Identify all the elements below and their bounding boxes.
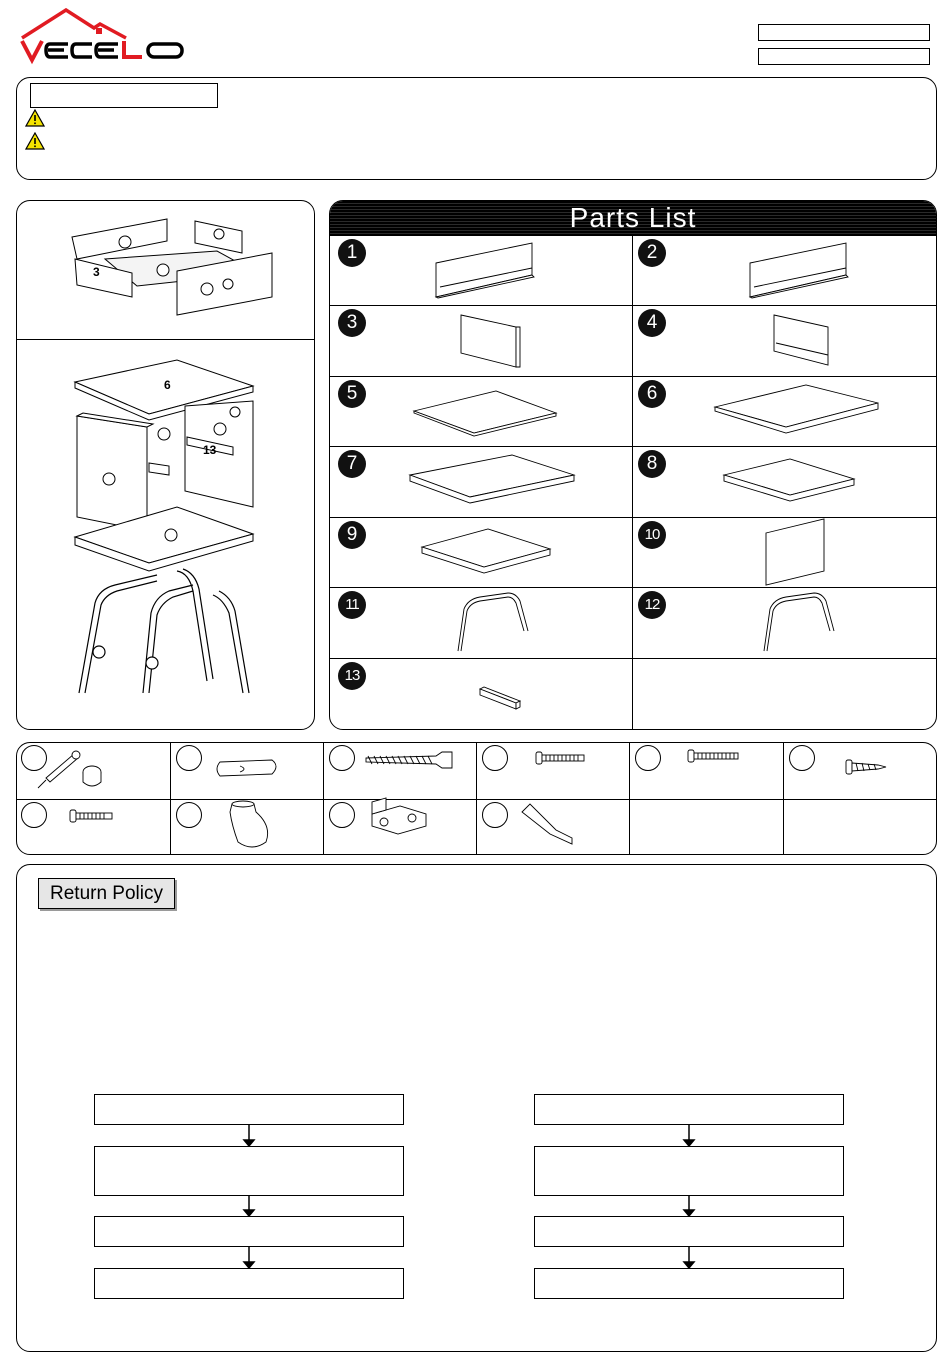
part-number-badge: 2	[638, 239, 666, 267]
metal-leg-frame-icon	[764, 593, 834, 651]
top-panel-icon	[715, 385, 878, 433]
thin-board-icon	[414, 391, 556, 436]
wood-dowel-icon	[217, 760, 276, 776]
part-number-badge: 6	[638, 380, 666, 408]
bolt-icon	[536, 752, 584, 764]
model-number-field	[758, 24, 930, 41]
long-panel-with-groove-icon	[750, 243, 848, 298]
part-number-badge: 8	[638, 450, 666, 478]
part-number-badge: 3	[338, 309, 366, 337]
bottom-panel-icon	[422, 529, 550, 573]
long-bolt-icon	[688, 750, 738, 762]
part-number-badge: 9	[338, 521, 366, 549]
exploded-view-panel	[16, 200, 315, 730]
hardware-drawings	[16, 742, 937, 855]
part-number-badge: 12	[638, 591, 666, 619]
exploded-view-divider	[16, 339, 315, 340]
warning-triangle-icon	[25, 109, 45, 127]
exploded-view-illustration	[17, 201, 315, 730]
part-number-badge: 7	[338, 450, 366, 478]
part-number-badge: 13	[338, 662, 366, 690]
machine-screw-icon	[70, 810, 112, 822]
part-number-badge: 10	[638, 521, 666, 549]
short-screw-icon	[846, 760, 886, 774]
cam-lock-bolt-icon	[38, 751, 101, 788]
return-policy-title: Return Policy	[38, 878, 175, 909]
l-bracket-icon	[372, 798, 426, 834]
part-number-badge: 4	[638, 309, 666, 337]
warning-triangle-icon	[25, 132, 45, 150]
flow-arrows	[0, 1120, 950, 1280]
part-number-badge: 5	[338, 380, 366, 408]
callout-top-panel: 6	[164, 378, 171, 392]
long-panel-with-groove-icon	[436, 243, 534, 298]
parts-drawings	[330, 235, 936, 729]
short-drawer-side-icon	[461, 315, 520, 367]
allen-key-icon	[522, 804, 572, 844]
callout-cleat: 13	[203, 443, 217, 457]
short-drawer-back-icon	[774, 315, 828, 365]
knob-icon	[230, 801, 268, 847]
part-number-badge: 11	[338, 591, 366, 619]
part-number-badge: 1	[338, 239, 366, 267]
parts-list-title: Parts List	[569, 202, 697, 233]
long-wood-screw-icon	[366, 752, 452, 768]
shelf-panel-icon	[724, 459, 854, 501]
warning-title-box	[30, 83, 218, 108]
large-panel-icon	[410, 455, 574, 503]
product-name-field	[758, 48, 930, 65]
back-board-icon	[766, 519, 824, 585]
metal-leg-frame-icon	[458, 593, 528, 651]
wood-cleat-icon	[480, 687, 520, 709]
brand-logo	[18, 8, 190, 66]
callout-drawer-side: 3	[93, 265, 100, 279]
